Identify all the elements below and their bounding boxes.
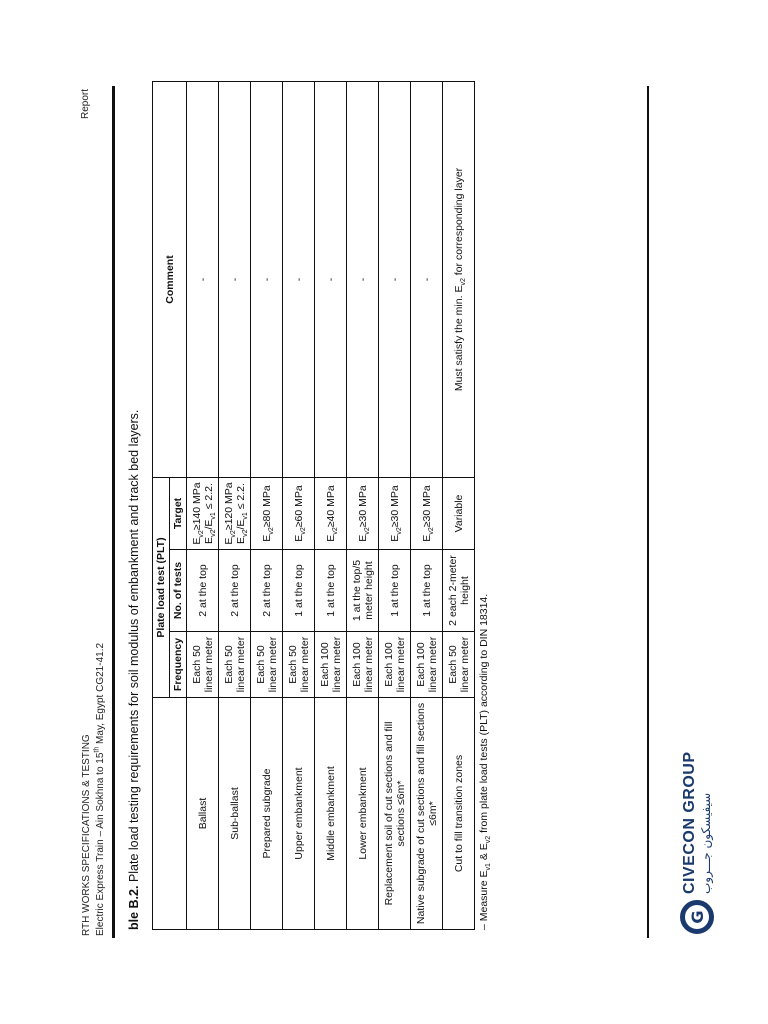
comment-cell: -	[347, 82, 379, 478]
target-cell: $E_{v2}\ge 140$ MPa $E_{v2}/E_{v1} \le 2.2$.	[187, 478, 219, 550]
footnote	[478, 593, 493, 930]
table-row	[443, 82, 475, 930]
table-row	[219, 82, 251, 930]
logo-name: CIVECON GROUP	[681, 751, 698, 894]
layer-header-blank	[153, 698, 187, 930]
layer-cell: Replacement soil of cut sections and fill sections ≤6m*	[379, 698, 411, 930]
tests-cell: 2 at the top	[251, 550, 283, 632]
comment-cell: -	[379, 82, 411, 478]
frequency-cell: Each 50 linear meter	[251, 632, 283, 698]
frequency-header: Frequency	[170, 632, 187, 698]
layer-cell: Prepared subgrade	[251, 698, 283, 930]
table-row	[187, 82, 219, 930]
caption-text: Plate load testing requirements for soil modulus of embankment and track bed layers.	[127, 409, 141, 886]
header-rule	[112, 86, 115, 938]
comment-cell: -	[219, 82, 251, 478]
logo-mark-icon: G	[680, 900, 714, 934]
plate-load-table	[152, 81, 475, 930]
comment-cell: Must satisfy the min. $E_{v2}$ for corresponding layer	[443, 82, 475, 478]
comment-cell: -	[251, 82, 283, 478]
caption-label: ble B.2.	[127, 885, 141, 930]
tests-cell: 2 at the top	[219, 550, 251, 632]
layer-cell: Native subgrade of cut sections and fill sections ≤6m*	[411, 698, 443, 930]
comment-cell: -	[411, 82, 443, 478]
header-line-2-sup: th	[93, 746, 101, 753]
layer-cell: Ballast	[187, 698, 219, 930]
logo-text	[681, 751, 713, 894]
target-cell: Variable	[443, 478, 475, 550]
tests-cell: 1 at the top/5 meter height	[347, 550, 379, 632]
table-row	[411, 82, 443, 930]
table-row	[283, 82, 315, 930]
tests-cell: 2 at the top	[187, 550, 219, 632]
table-row	[379, 82, 411, 930]
plt-group-header: Plate load test (PLT)	[153, 478, 170, 698]
frequency-cell: Each 50 linear meter	[219, 632, 251, 698]
layer-cell: Upper embankment	[283, 698, 315, 930]
tests-cell: 1 at the top	[411, 550, 443, 632]
header-report-label: Report	[80, 88, 91, 119]
comment-cell: -	[283, 82, 315, 478]
tests-cell: 1 at the top	[315, 550, 347, 632]
layer-cell: Cut to fill transition zones	[443, 698, 475, 930]
header-line-1: RTH WORKS SPECIFICATIONS & TESTING	[81, 734, 92, 936]
frequency-cell: Each 50 linear meter	[283, 632, 315, 698]
layer-cell: Sub-ballast	[219, 698, 251, 930]
frequency-cell: Each 50 linear meter	[443, 632, 475, 698]
logo-arabic: سيفيسكون جـــروب	[699, 792, 713, 894]
frequency-cell: Each 100 linear meter	[379, 632, 411, 698]
frequency-cell: Each 100 linear meter	[411, 632, 443, 698]
target-cell: $E_{v2}\ge 120$ MPa $E_{v2}/E_{v1} \le 2.2$.	[219, 478, 251, 550]
header-line-2-post: May, Egypt CG21-41.2	[95, 642, 106, 747]
table-caption	[127, 80, 141, 930]
comment-cell: -	[187, 82, 219, 478]
frequency-cell: Each 50 linear meter	[187, 632, 219, 698]
table-row	[347, 82, 379, 930]
target-cell: $E_{v2}\ge 80$ MPa	[251, 478, 283, 550]
table-row	[315, 82, 347, 930]
target-cell: $E_{v2}\ge 40$ MPa	[315, 478, 347, 550]
target-cell: $E_{v2}\ge 30$ MPa	[347, 478, 379, 550]
target-cell: $E_{v2}\ge 30$ MPa	[411, 478, 443, 550]
tests-cell: 2 each 2-meter height	[443, 550, 475, 632]
document-header	[80, 643, 108, 936]
comment-header: Comment	[153, 82, 187, 478]
company-logo	[667, 751, 727, 934]
layer-cell: Middle embankment	[315, 698, 347, 930]
target-cell: $E_{v2}\ge 30$ MPa	[379, 478, 411, 550]
frequency-cell: Each 100 linear meter	[347, 632, 379, 698]
header-line-2-pre: Electric Express Train – Ain Sokhna to 15	[95, 752, 106, 936]
layer-cell: Lower embankment	[347, 698, 379, 930]
tests-cell: 1 at the top	[379, 550, 411, 632]
footnote-text: – Measure $E_{v1}$ & $E_{v2}$ from plate load tests (PLT) according to DIN 18314.	[478, 593, 493, 930]
header-line-2	[94, 643, 108, 936]
tests-header: No. of tests	[170, 550, 187, 632]
frequency-cell: Each 100 linear meter	[315, 632, 347, 698]
comment-cell: -	[315, 82, 347, 478]
target-cell: $E_{v2}\ge 60$ MPa	[283, 478, 315, 550]
tests-cell: 1 at the top	[283, 550, 315, 632]
target-header: Target	[170, 478, 187, 550]
footer-rule	[647, 86, 649, 938]
table-row	[251, 82, 283, 930]
